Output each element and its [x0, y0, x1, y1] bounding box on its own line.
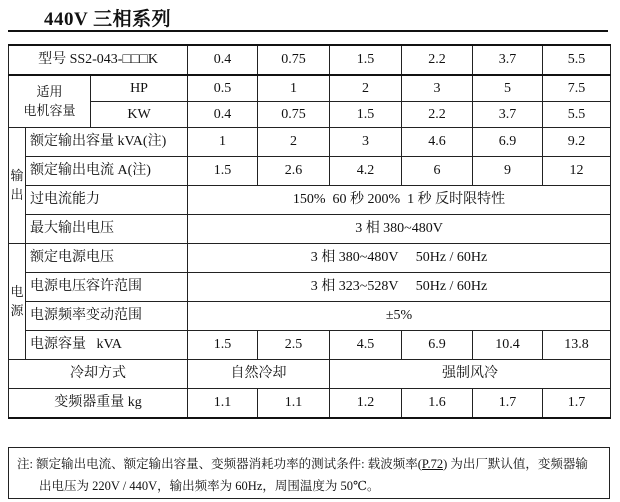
- rated-capacity-cell: 6.9: [473, 128, 543, 157]
- rated-current-cell: 9: [473, 157, 543, 186]
- capacity-cell: 3.7: [473, 45, 543, 75]
- kw-unit: KW: [91, 102, 188, 128]
- hp-cell: 5: [473, 75, 543, 102]
- rated-voltage-label: 额定电源电压: [26, 244, 188, 273]
- power-group-label: 电 源: [9, 244, 26, 360]
- capacity-cell: 1.5: [330, 45, 402, 75]
- kw-cell: 5.5: [543, 102, 611, 128]
- hp-cell: 7.5: [543, 75, 611, 102]
- voltage-tolerance-value: 3 相 323~528V 50Hz / 60Hz: [188, 273, 611, 302]
- weight-label: 变频器重量 kg: [9, 389, 188, 419]
- power-capacity-cell: 10.4: [473, 331, 543, 360]
- weight-cell: 1.1: [258, 389, 330, 419]
- model-row: [9, 45, 611, 75]
- rated-capacity-cell: 2: [258, 128, 330, 157]
- freq-tolerance-label: 电源频率变动范围: [26, 302, 188, 331]
- kw-cell: 0.75: [258, 102, 330, 128]
- hp-cell: 2: [330, 75, 402, 102]
- footnote: [8, 447, 610, 499]
- capacity-cell: 2.2: [402, 45, 473, 75]
- motor-kw-row: [9, 102, 611, 128]
- max-voltage-value: 3 相 380~480V: [188, 215, 611, 244]
- power-capacity-row: [9, 331, 611, 360]
- hp-cell: 0.5: [188, 75, 258, 102]
- voltage-tolerance-label: 电源电压容许范围: [26, 273, 188, 302]
- footnote-line-1: 注: 额定输出电流、额定输出容量、变频器消耗功率的测试条件: 载波频率(P.72) 为出厂默认值，变频器输: [17, 457, 588, 471]
- cooling-forced: 强制风冷: [330, 360, 611, 389]
- rated-current-cell: 1.5: [188, 157, 258, 186]
- weight-cell: 1.2: [330, 389, 402, 419]
- rated-capacity-row: [9, 128, 611, 157]
- cooling-row: [9, 360, 611, 389]
- overload-value: 150% 60 秒 200% 1 秒 反时限特性: [188, 186, 611, 215]
- rated-current-cell: 4.2: [330, 157, 402, 186]
- hp-cell: 1: [258, 75, 330, 102]
- hp-cell: 3: [402, 75, 473, 102]
- weight-cell: 1.7: [543, 389, 611, 419]
- freq-tolerance-value: ±5%: [188, 302, 611, 331]
- cooling-label: 冷却方式: [9, 360, 188, 389]
- max-voltage-label: 最大输出电压: [26, 215, 188, 244]
- rated-voltage-row: [9, 244, 611, 273]
- motor-group-label: 适用 电机容量: [9, 75, 91, 128]
- rated-voltage-value: 3 相 380~480V 50Hz / 60Hz: [188, 244, 611, 273]
- rated-current-cell: 12: [543, 157, 611, 186]
- motor-hp-row: [9, 75, 611, 102]
- power-capacity-label: 电源容量 kVA: [26, 331, 188, 360]
- capacity-cell: 0.75: [258, 45, 330, 75]
- kw-cell: 1.5: [330, 102, 402, 128]
- hp-unit: HP: [91, 75, 188, 102]
- capacity-cell: 5.5: [543, 45, 611, 75]
- footnote-line-2: 出电压为 220V / 440V，输出频率为 60Hz，周围温度为 50℃。: [39, 479, 380, 493]
- freq-tolerance-row: [9, 302, 611, 331]
- kw-cell: 2.2: [402, 102, 473, 128]
- rated-current-cell: 2.6: [258, 157, 330, 186]
- rated-current-row: [9, 157, 611, 186]
- power-capacity-cell: 2.5: [258, 331, 330, 360]
- title-underline: [8, 30, 608, 32]
- rated-current-cell: 6: [402, 157, 473, 186]
- weight-cell: 1.1: [188, 389, 258, 419]
- weight-cell: 1.7: [473, 389, 543, 419]
- output-group-label: 输 出: [9, 128, 26, 244]
- cooling-natural: 自然冷却: [188, 360, 330, 389]
- page-reference-link[interactable]: P.72: [421, 457, 444, 471]
- power-capacity-cell: 1.5: [188, 331, 258, 360]
- rated-capacity-cell: 9.2: [543, 128, 611, 157]
- max-voltage-row: [9, 215, 611, 244]
- rated-capacity-cell: 1: [188, 128, 258, 157]
- rated-capacity-cell: 3: [330, 128, 402, 157]
- capacity-cell: 0.4: [188, 45, 258, 75]
- weight-row: [9, 389, 611, 419]
- kw-cell: 3.7: [473, 102, 543, 128]
- model-label: 型号 SS2-043-□□□K: [9, 45, 188, 75]
- spec-table: [8, 44, 611, 419]
- rated-capacity-label: 额定输出容量 kVA(注): [26, 128, 188, 157]
- page-title: 440V 三相系列: [44, 9, 172, 30]
- voltage-tolerance-row: [9, 273, 611, 302]
- power-capacity-cell: 13.8: [543, 331, 611, 360]
- weight-cell: 1.6: [402, 389, 473, 419]
- overload-label: 过电流能力: [26, 186, 188, 215]
- kw-cell: 0.4: [188, 102, 258, 128]
- rated-capacity-cell: 4.6: [402, 128, 473, 157]
- overload-row: [9, 186, 611, 215]
- rated-current-label: 额定输出电流 A(注): [26, 157, 188, 186]
- power-capacity-cell: 6.9: [402, 331, 473, 360]
- power-capacity-cell: 4.5: [330, 331, 402, 360]
